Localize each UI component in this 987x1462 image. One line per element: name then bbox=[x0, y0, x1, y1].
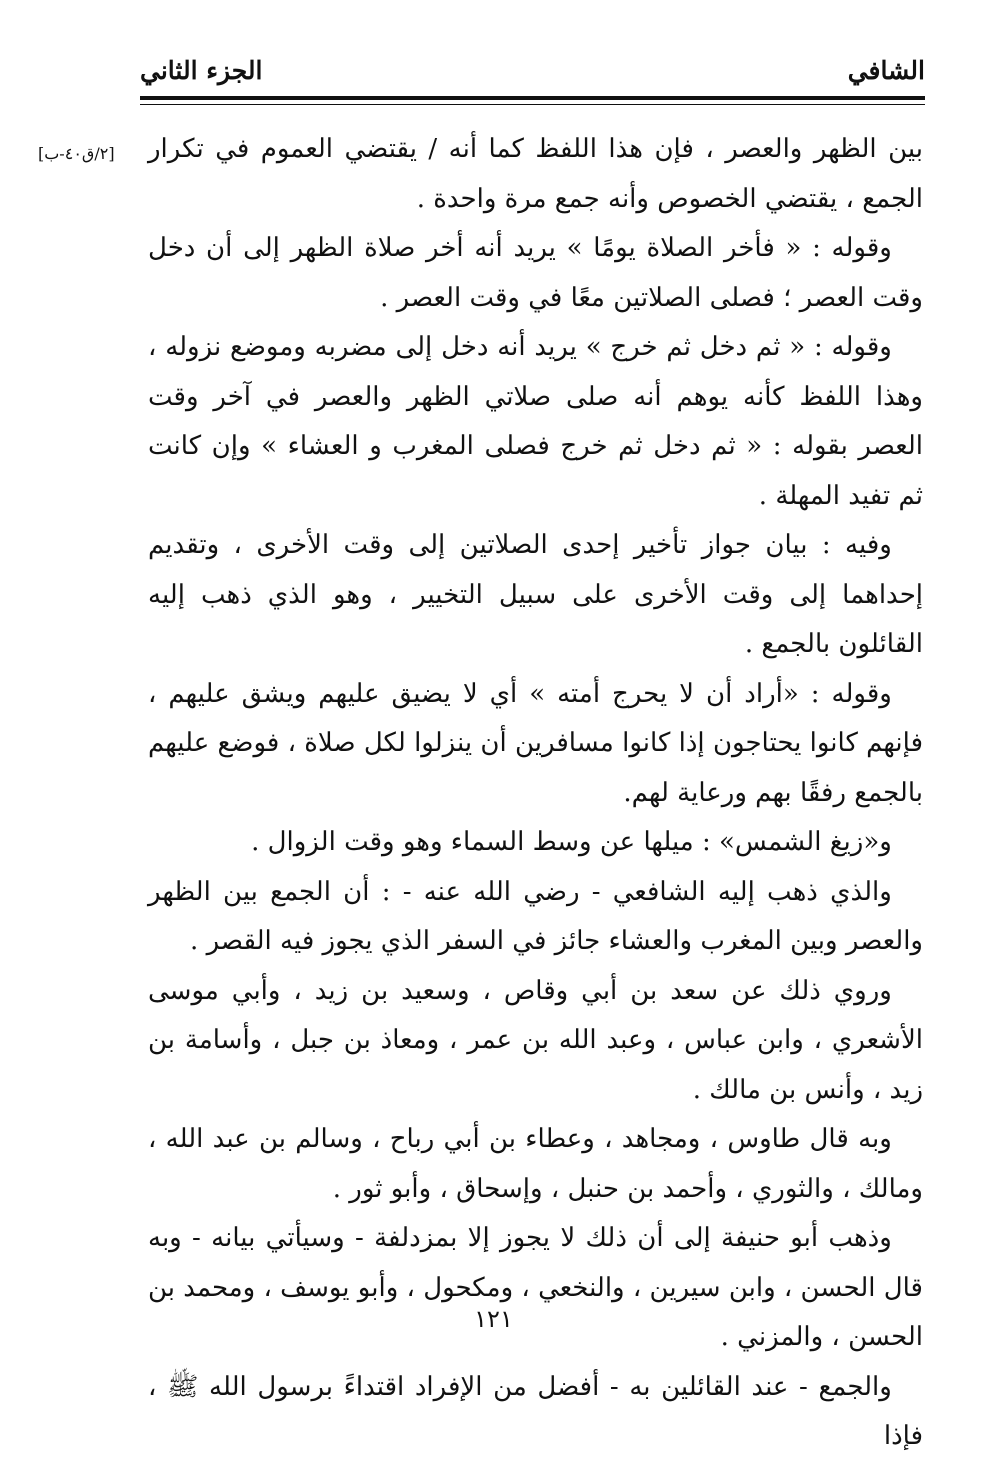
paragraph: وروي ذلك عن سعد بن أبي وقاص ، وسعيد بن زيد ، وأبي موسى الأشعري ، وابن عباس ، وعبد الله بن عمر ، ومعاذ بن جبل ، وأسامة بن زيد ، وأنس بن مالك . bbox=[148, 975, 924, 1105]
paragraph: وقوله : « فأخر الصلاة يومًا » يريد أنه أخر صلاة الظهر إلى أن دخل وقت العصر ؛ فصلى الصلاتين معًا في وقت العصر . bbox=[148, 233, 923, 313]
header-rule-thick bbox=[140, 96, 925, 100]
body-text bbox=[148, 125, 923, 1462]
paragraph: و«زيغ الشمس» : ميلها عن وسط السماء وهو وقت الزوال . bbox=[251, 827, 892, 857]
manuscript-folio-note: [٢/ق٤٠-ب] bbox=[38, 144, 115, 163]
paragraph: وذهب أبو حنيفة إلى أن ذلك لا يجوز إلا بمزدلفة - وسيأتي بيانه - وبه قال الحسن ، وابن سيرين ، والنخعي ، ومكحول ، وأبو يوسف ، ومحمد بن الحسن ، والمزني . bbox=[148, 1223, 923, 1352]
paragraph: وبه قال طاوس ، ومجاهد ، وعطاء بن أبي رباح ، وسالم بن عبد الله ، ومالك ، والثوري ، وأحمد بن حنبل ، وإسحاق ، وأبو ثور . bbox=[148, 1124, 923, 1204]
header-rule-thin bbox=[140, 104, 925, 105]
paragraph: وقوله : «أراد أن لا يحرج أمته » أي لا يضيق عليهم ويشق عليهم ، فإنهم كانوا يحتاجون إذا كانوا مسافرين أن ينزلوا لكل صلاة ، فوضع عليهم بالجمع رفقًا بهم ورعاية لهم. bbox=[148, 678, 923, 808]
paragraph: وفيه : بيان جواز تأخير إحدى الصلاتين إلى وقت الأخرى ، وتقديم إحداهما إلى وقت الأخرى على سبيل التخيير ، وهو الذي ذهب إليه القائلون بالجمع . bbox=[148, 530, 923, 659]
paragraph: بين الظهر والعصر ، فإن هذا اللفظ كما أنه / يقتضي العموم في تكرار الجمع ، يقتضي الخصوص وأنه جمع مرة واحدة . bbox=[148, 134, 923, 214]
paragraph: والذي ذهب إليه الشافعي - رضي الله عنه - : أن الجمع بين الظهر والعصر وبين المغرب والعشاء جائز في السفر الذي يجوز فيه القصر . bbox=[148, 876, 923, 956]
page-number: ١٢١ bbox=[474, 1305, 513, 1333]
book-title: الشافي bbox=[847, 56, 925, 85]
running-header bbox=[140, 52, 925, 92]
paragraph: وقوله : « ثم دخل ثم خرج » يريد أنه دخل إلى مضربه وموضع نزوله ، وهذا اللفظ كأنه يوهم أنه صلى صلاتي الظهر والعصر في آخر وقت العصر بقوله : « ثم دخل ثم خرج فصلى المغرب و العشاء » وإن كانت ثم تفيد المهلة . bbox=[148, 332, 923, 511]
part-title: الجزء الثاني bbox=[140, 56, 263, 85]
paragraph: والجمع - عند القائلين به - أفضل من الإفراد اقتداءً برسول الله ﷺ ، فإذا bbox=[148, 1371, 923, 1451]
